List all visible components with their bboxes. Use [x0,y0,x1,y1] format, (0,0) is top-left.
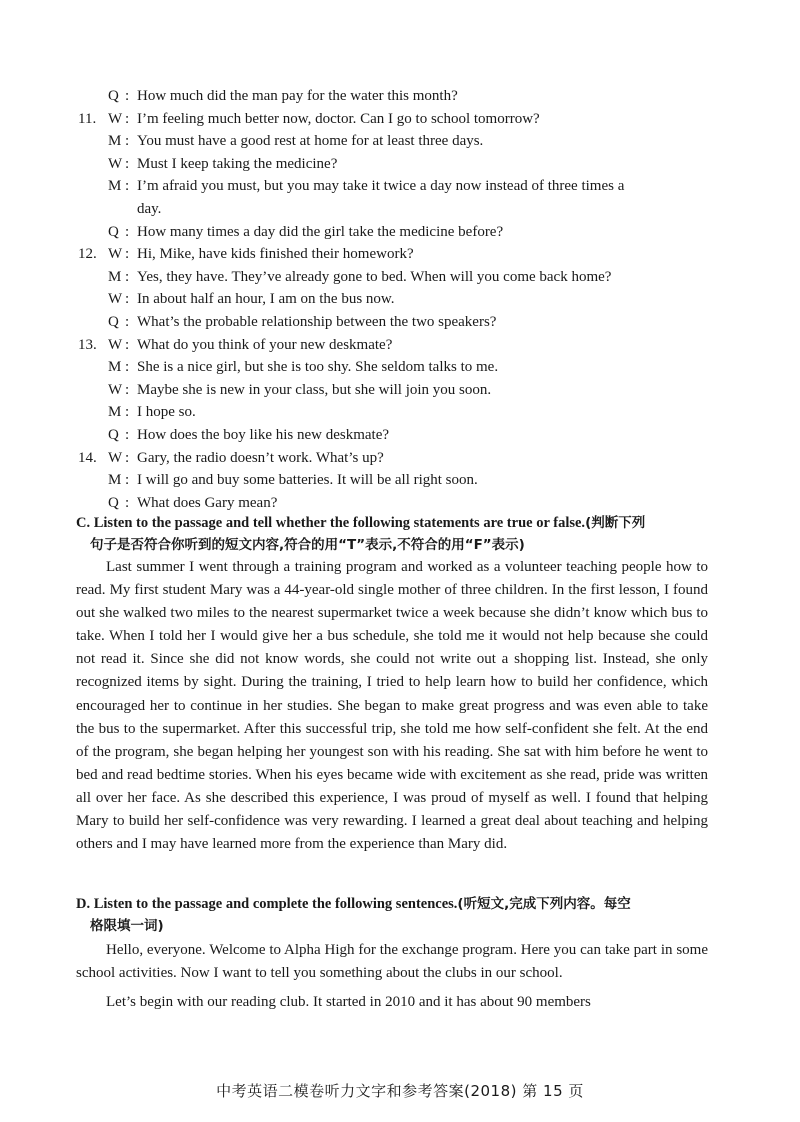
dialogue-line: M : She is a nice girl, but she is too shy. She seldom talks to me. [0,356,800,379]
dialogue-line: 13. W : What do you think of your new deskmate? [0,334,800,357]
dialogue-line: Q : What does Gary mean? [0,492,800,515]
section-d-heading [76,893,708,937]
speaker-label: M [108,404,122,421]
speaker-label: M [108,359,122,376]
dialogue-text: What do you think of your new deskmate? [137,336,393,353]
section-d [76,893,708,1014]
dialogue-line: M : I will go and buy some batteries. It will be all right soon. [0,469,800,492]
dialogue-text: I hope so. [137,404,196,421]
speaker-label: Q [108,223,119,240]
dialogue-line: M : I hope so. [0,401,800,424]
dialogue-text: What’s the probable relationship between the two speakers? [137,313,497,330]
section-d-paragraph-2 [76,991,708,1014]
dialogue-line: Q : How many times a day did the girl take the medicine before? [0,221,800,244]
question-number: 11. [78,110,97,127]
dialogue-line: Q : How does the boy like his new deskmate? [0,424,800,447]
question-number: 13. [78,336,97,353]
dialogue-line-continuation [0,198,800,221]
section-c-heading-zh-1: (判断下列 [585,515,646,531]
dialogue-text: I’m feeling much better now, doctor. Can I go to school tomorrow? [137,110,540,127]
dialogue-line: Q : What’s the probable relationship between the two speakers? [0,311,800,334]
speaker-label: W [108,381,123,398]
dialogue-line: 12. W : Hi, Mike, have kids finished their homework? [0,243,800,266]
speaker-label: W [108,155,123,172]
speaker-label: W [108,291,123,308]
dialogue-text: She is a nice girl, but she is too shy. She seldom talks to me. [137,359,499,376]
dialogue-line: Q : How much did the man pay for the water this month? [0,85,800,108]
speaker-label: Q [108,88,119,104]
speaker-label: M [108,133,122,150]
dialogue-text-continuation: day. [137,200,162,217]
dialogue-line: M : I’m afraid you must, but you may take it twice a day now instead of three times a [0,175,800,198]
dialogue-text: Hi, Mike, have kids finished their homework? [137,246,414,263]
section-d-heading-zh-1: (听短文,完成下列内容。每空 [457,896,631,912]
speaker-label: W [108,110,123,127]
speaker-label: W [108,336,123,353]
dialogue-text: Gary, the radio doesn’t work. What’s up? [137,449,384,466]
speaker-label: W [108,246,123,263]
speaker-label: Q [108,426,119,443]
speaker-label: W [108,449,123,466]
dialogue-text: How does the boy like his new deskmate? [137,426,390,443]
dialogue-text: How many times a day did the girl take the medicine before? [137,223,504,240]
speaker-label: M [108,472,122,489]
dialogue-line: W : Must I keep taking the medicine? [0,153,800,176]
dialogue-text: In about half an hour, I am on the bus now. [137,291,395,308]
dialogue-text: Maybe she is new in your class, but she will join you soon. [137,381,492,398]
section-d-heading-en: D. Listen to the passage and complete the following sentences. [76,896,458,912]
speaker-label: M [108,178,122,195]
speaker-label: Q [108,313,119,330]
dialogue-list [0,85,800,514]
speaker-label: Q [108,494,119,511]
page-footer: 中考英语二模卷听力文字和参考答案(2018) 第 15 页 [216,1082,584,1100]
section-c [76,512,708,856]
question-number: 14. [78,449,97,466]
dialogue-text: How much did the man pay for the water this month? [137,88,458,104]
dialogue-line: 14. W : Gary, the radio doesn’t work. What’s up? [0,447,800,470]
section-c-passage-text: Last summer I went through a training program and worked as a volunteer teaching people how to read. My first student Mary was a 44-year-old single mother of three children. In the first lesson, I found out she walked two miles to the nearest supermarket twice a week because she didn’t know which bus to take. When I told her I would give her a bus schedule, she told me it would not help because she could not read it. Since she did not know words, she could not write out a shopping list. Instead, she only recognized items by sight. During the training, I tried to help learn how to build her confidence, which encouraged her to continue in her studies. She began to make great progress and was even able to take the bus to the supermarket. After this successful trip, she told me how self-confident she felt. At the end of the program, she began helping her youngest son with his reading. She sat with him before he went to bed and read bedtime stories. When his eyes became wide with excitement as she read, pride was written all over her face. As she described this experience, I was proud of myself as well. I found that helping Mary to build her self-confidence was very rewarding. I learned a great deal about teaching and helping others and I may have learned more from the experience than Mary did. [76,559,708,853]
section-c-heading-en: C. Listen to the passage and tell whether the following statements are true or false. [76,515,586,531]
dialogue-line: M : You must have a good rest at home for at least three days. [0,130,800,153]
question-number: 12. [78,246,97,263]
dialogue-line: 11. W : I’m feeling much better now, doctor. Can I go to school tomorrow? [0,108,800,131]
dialogue-text: You must have a good rest at home for at least three days. [137,133,484,150]
dialogue-line: W : In about half an hour, I am on the bus now. [0,288,800,311]
section-d-heading-zh-2: 格限填一词) [90,918,164,934]
section-d-paragraph-2-text: Let’s begin with our reading club. It started in 2010 and it has about 90 members [106,994,591,1011]
dialogue-text: I will go and buy some batteries. It will be all right soon. [137,472,478,489]
dialogue-line: M : Yes, they have. They’ve already gone to bed. When will you come back home? [0,266,800,289]
section-c-passage [76,556,708,856]
section-d-paragraph-1-text: Hello, everyone. Welcome to Alpha High for the exchange program. Here you can take part in some school activities. Now I want to tell you something about the clubs in our school. [76,942,708,982]
speaker-label: M [108,268,122,285]
dialogue-text: Must I keep taking the medicine? [137,155,338,172]
section-c-heading [76,512,708,556]
dialogue-text: What does Gary mean? [137,494,278,511]
section-c-heading-zh-2: 句子是否符合你听到的短文内容,符合的用“T”表示,不符合的用“F”表示) [90,537,525,553]
dialogue-text: I’m afraid you must, but you may take it twice a day now instead of three times a [137,178,625,195]
dialogue-line: W : Maybe she is new in your class, but she will join you soon. [0,379,800,402]
section-d-paragraph-1 [76,939,708,985]
dialogue-text: Yes, they have. They’ve already gone to bed. When will you come back home? [137,268,612,285]
